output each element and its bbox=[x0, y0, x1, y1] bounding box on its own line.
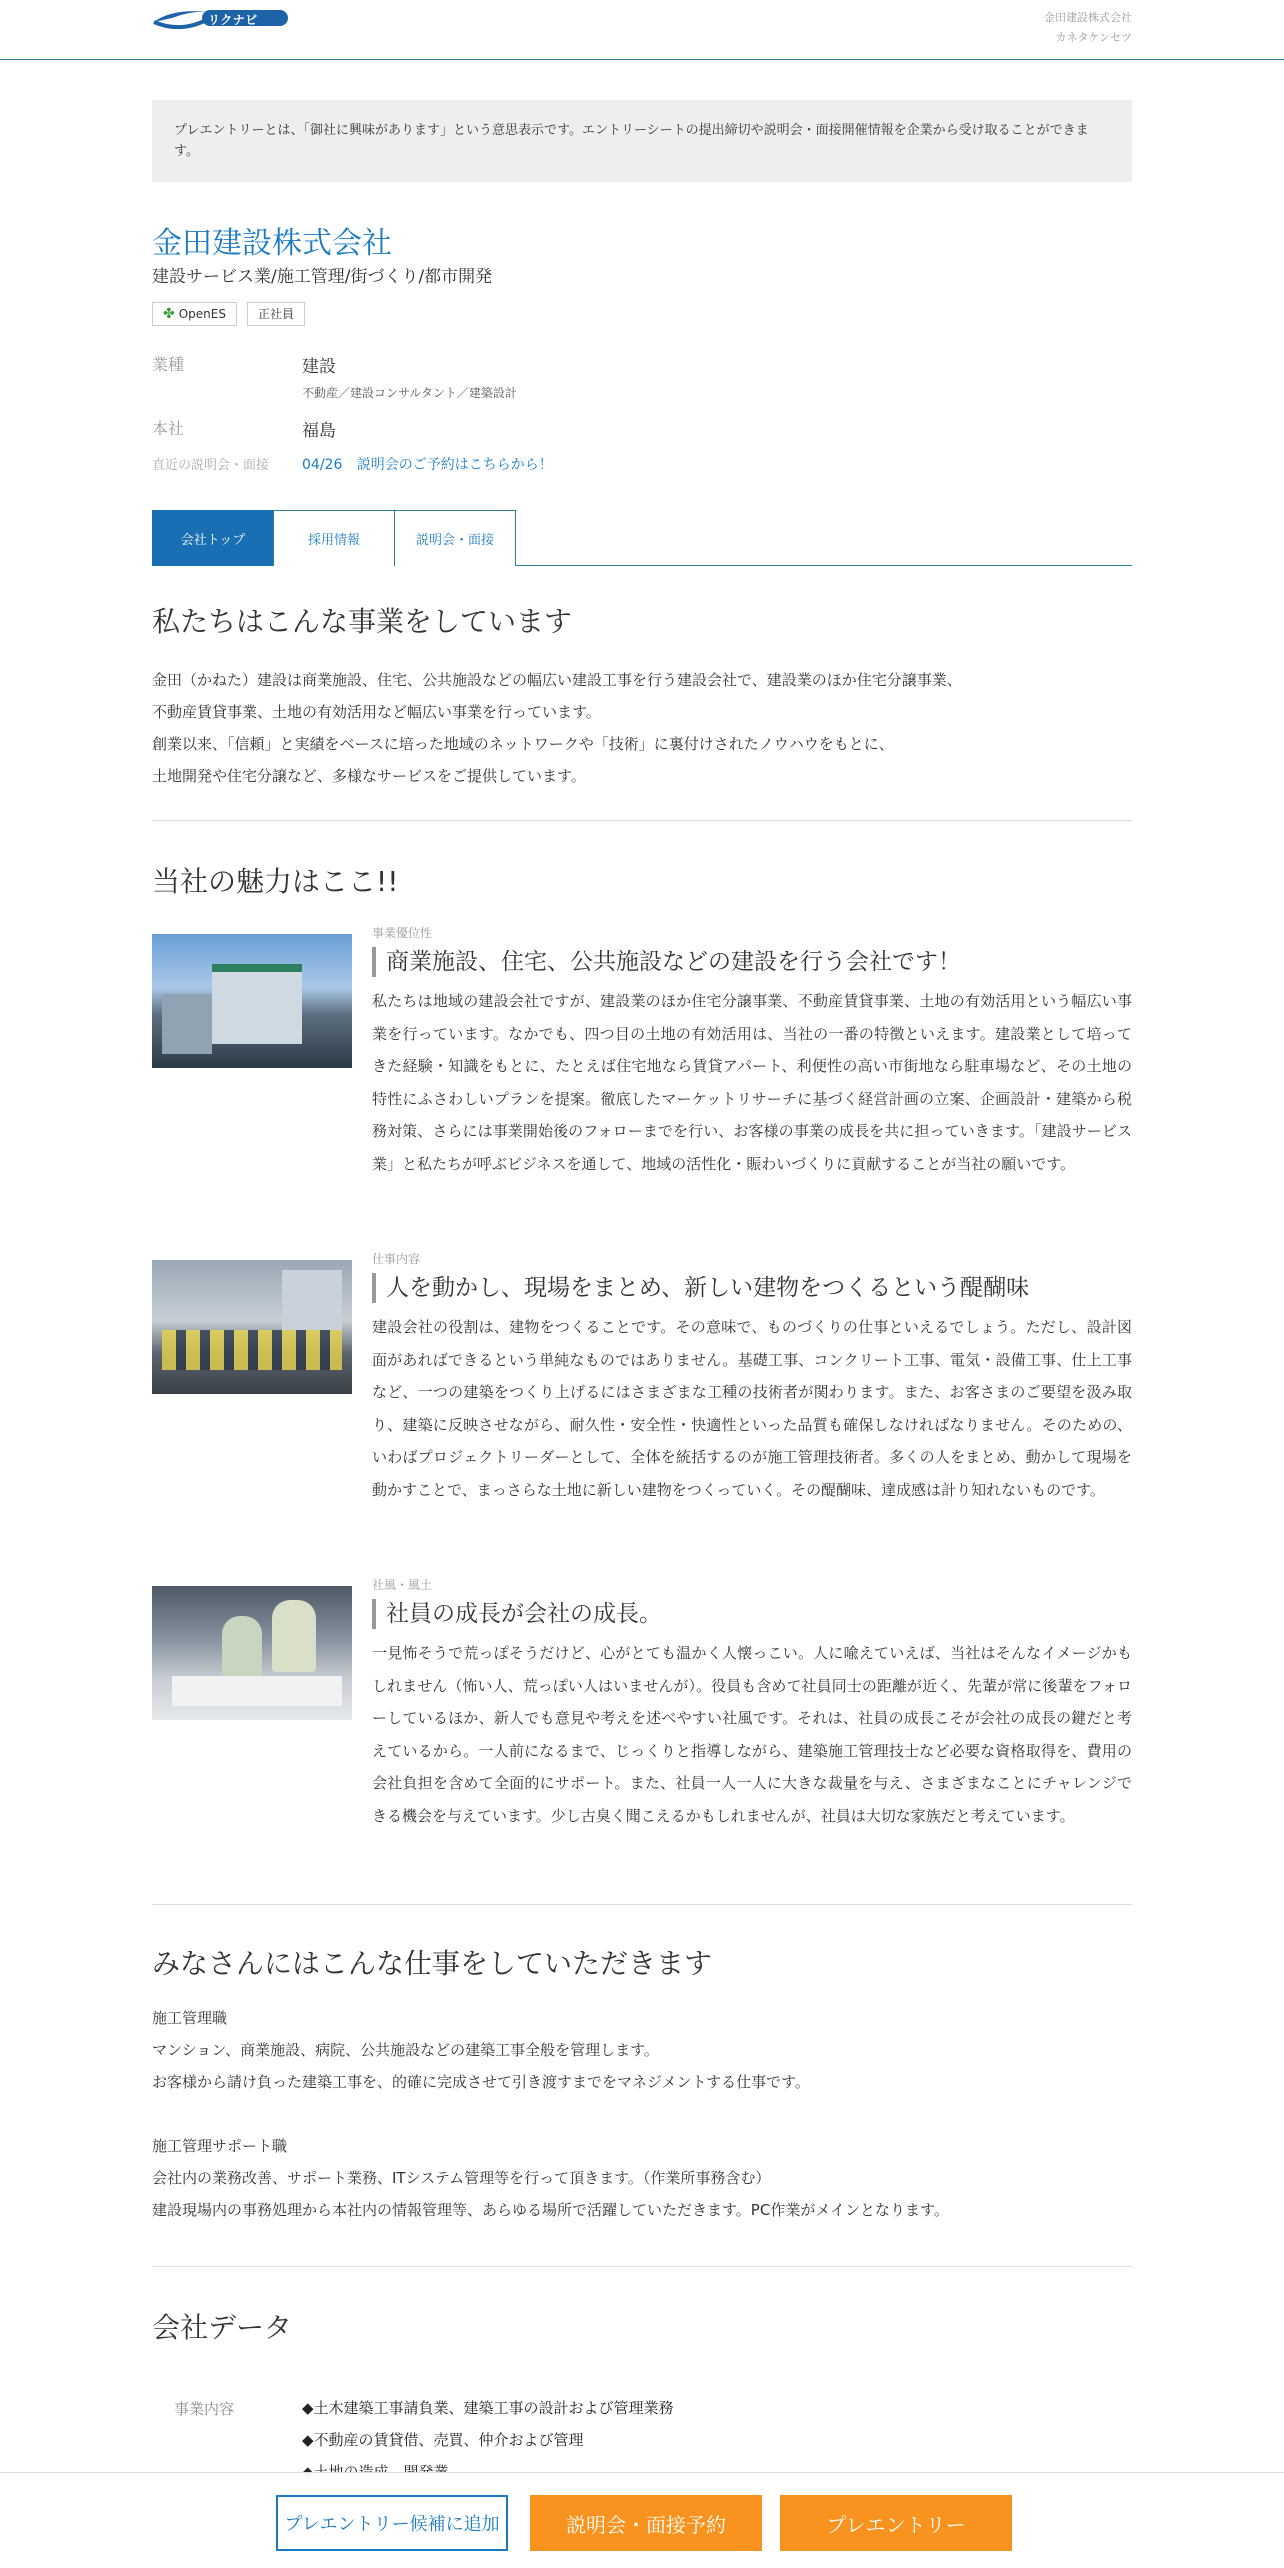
tab-company-top[interactable]: 会社トップ bbox=[152, 510, 274, 566]
seminar-link[interactable]: 説明会のご予約はこちらから！ bbox=[356, 457, 553, 473]
seminar-info bbox=[302, 454, 553, 474]
company-categories: 建設サービス業/施工管理/街づくり/都市開発 bbox=[152, 267, 493, 287]
jobs-list bbox=[152, 2002, 1132, 2226]
feature-title: 社員の成長が会社の成長。 bbox=[372, 1599, 1132, 1629]
building-photo bbox=[152, 934, 352, 1068]
seminar-label: 直近の説明会・面接 bbox=[152, 458, 270, 473]
rikunabi-logo[interactable] bbox=[152, 4, 292, 42]
appeal-item-2-body bbox=[372, 1250, 1132, 1506]
business-content-list: ◆土木建築工事請負業、建築工事の設計および管理業務 ◆不動産の賃貸借、売買、仲介および管理 bbox=[302, 2399, 674, 2449]
tab-recruitment[interactable]: 採用情報 bbox=[273, 510, 395, 566]
feature-text: 一見怖そうで荒っぽそうだけど、心がとても温かく人懐っこい。人に喩えていえば、当社はそんなイメージかもしれません（怖い人、荒っぽい人はいませんが）。役員も含めて社員同士の距離が近く、先輩が常に後輩をフォローしているほか、新人でも意見や考えを述べやすい社風です。それは、社員の成長こそが会社の成長の鍵だと考えているから。一人前になるまで、じっくりと指導しながら、建築施工管理技士など必要な資格取得を、費用の会社負担を含めて全面的にサポート。また、社員一人一人に大きな裁量を与え、さまざまなことにチャレンジできる機会を与えています。少し古臭く聞こえるかもしれませんが、社員は大切な家族だと考えています。 bbox=[372, 1644, 1132, 1825]
tab-seminar[interactable]: 説明会・面接 bbox=[394, 510, 516, 566]
section-divider bbox=[152, 820, 1132, 821]
job-title: 施工管理職 bbox=[152, 2009, 228, 2027]
industry-label: 業種 bbox=[152, 355, 185, 374]
company-name: 金田建設株式会社 bbox=[152, 226, 392, 261]
business-content-label: 事業内容 bbox=[174, 2400, 235, 2418]
header-company bbox=[1044, 8, 1132, 48]
tag-openes: ✤ OpenES bbox=[152, 302, 237, 326]
job-line: 会社内の業務改善、サポート業務、ITシステム管理等を行って頂きます。（作業所事務含む） bbox=[152, 2169, 771, 2187]
industry-value: 建設 bbox=[302, 357, 336, 377]
seminar-reservation-button[interactable]: 説明会・面接予約 bbox=[530, 2495, 762, 2551]
business-text: 金田（かねた）建設は商業施設、住宅、公共施設などの幅広い建設工事を行う建設会社で、建設業のほか住宅分譲事業、 不動産賃貸事業、土地の有効活用など幅広い事業を行っています。 創業以来、「信頼」と実績をベースに培った地域のネットワークや「技術」に裏付けされたノウハウをもとに、 土地開発や住宅分譲など、多様なサービスをご提供しています。 bbox=[152, 671, 962, 785]
bottom-action-bar bbox=[0, 2472, 1284, 2568]
pre-entry-button[interactable]: プレエントリー bbox=[780, 2495, 1012, 2551]
worksite-photo bbox=[152, 1260, 352, 1394]
feature-title: 人を動かし、現場をまとめ、新しい建物をつくるという醍醐味 bbox=[372, 1273, 1132, 1303]
job-title: 施工管理サポート職 bbox=[152, 2137, 288, 2155]
hq-value: 福島 bbox=[302, 421, 336, 441]
appeal-item-1-body bbox=[372, 924, 1132, 1180]
section-divider bbox=[152, 2266, 1132, 2267]
feature-category: 事業優位性 bbox=[372, 926, 433, 940]
feature-category: 仕事内容 bbox=[372, 1252, 421, 1266]
job-line: お客様から請け負った建築工事を、的確に完成させて引き渡すまでをマネジメントする仕事です。 bbox=[152, 2073, 810, 2091]
pre-entry-notice: プレエントリーとは、「御社に興味があります」という意思表示です。エントリーシートの提出締切や説明会・面接開催情報を企業から受け取ることができます。 bbox=[152, 100, 1132, 182]
appeal-heading: 当社の魅力はここ!! bbox=[152, 865, 399, 898]
header-company-name: 金田建設株式会社 bbox=[1044, 11, 1132, 24]
add-pre-entry-candidate-button[interactable]: プレエントリー候補に追加 bbox=[276, 2495, 508, 2551]
appeal-item-3-body bbox=[372, 1576, 1132, 1832]
header-company-kana: カネタケンセツ bbox=[1055, 31, 1132, 44]
job-line: マンション、商業施設、病院、公共施設などの建築工事全般を管理します。 bbox=[152, 2041, 659, 2059]
company-data-table bbox=[152, 2392, 1132, 2472]
company-tags bbox=[152, 302, 1132, 326]
jobs-heading: みなさんにはこんな仕事をしていただきます bbox=[152, 1947, 713, 1980]
feature-text: 建設会社の役割は、建物をつくることです。その意味で、ものづくりの仕事といえるでしょう。ただし、設計図面があればできるという単純なものではありません。基礎工事、コンクリート工事、電気・設備工事、仕上工事など、一つの建築をつくり上げるにはさまざまな工種の技術者が関わります。また、お客さまのご要望を汲み取り、建築に反映させながら、耐久性・安全性・快適性といった品質も確保しなければなりません。そのための、いわばプロジェクトリーダーとして、全体を統括するのが施工管理技術者。多くの人をまとめ、動かして現場を動かすことで、まっさらな土地に新しい建物をつくっていく。その醍醐味、達成感は計り知れないものです。 bbox=[372, 1318, 1132, 1499]
logo-text: リクナビ2024 bbox=[208, 13, 258, 42]
job-line: 建設現場内の事務処理から本社内の情報管理等、あらゆる場所で活躍していただきます。PC作業がメインとなります。 bbox=[152, 2201, 949, 2219]
business-heading: 私たちはこんな事業をしています bbox=[152, 605, 573, 638]
feature-category: 社風・風土 bbox=[372, 1578, 433, 1592]
hq-label: 本社 bbox=[152, 419, 185, 438]
tag-fulltime: 正社員 bbox=[247, 302, 305, 326]
clover-icon: ✤ bbox=[163, 306, 175, 322]
office-photo bbox=[152, 1586, 352, 1720]
feature-text: 私たちは地域の建設会社ですが、建設業のほか住宅分譲事業、不動産賃貸事業、土地の有効活用という幅広い事業を行っています。なかでも、四つ目の土地の有効活用は、当社の一番の特徴といえます。建設業として培ってきた経験・知識をもとに、たとえば住宅地なら賃貸アパート、利便性の高い市街地なら駐車場など、その土地の特性にふさわしいプランを提案。徹底したマーケットリサーチに基づく経営計画の立案、企画設計・建築から税務対策、さらには事業開始後のフォローまでを行い、お客様の事業の成長を共に担っていきます。「建設サービス業」と私たちが呼ぶビジネスを通して、地域の活性化・賑わいづくりに貢献することが当社の願いです。 bbox=[372, 992, 1132, 1173]
industry-sub: 不動産／建設コンサルタント／建築設計 bbox=[302, 386, 517, 400]
seminar-date[interactable]: 04/26 bbox=[302, 457, 343, 473]
company-tabs bbox=[152, 510, 1132, 566]
feature-title: 商業施設、住宅、公共施設などの建設を行う会社です！ bbox=[372, 947, 1132, 977]
site-header bbox=[0, 0, 1284, 60]
section-divider bbox=[152, 1904, 1132, 1905]
company-data-heading: 会社データ bbox=[152, 2311, 293, 2344]
